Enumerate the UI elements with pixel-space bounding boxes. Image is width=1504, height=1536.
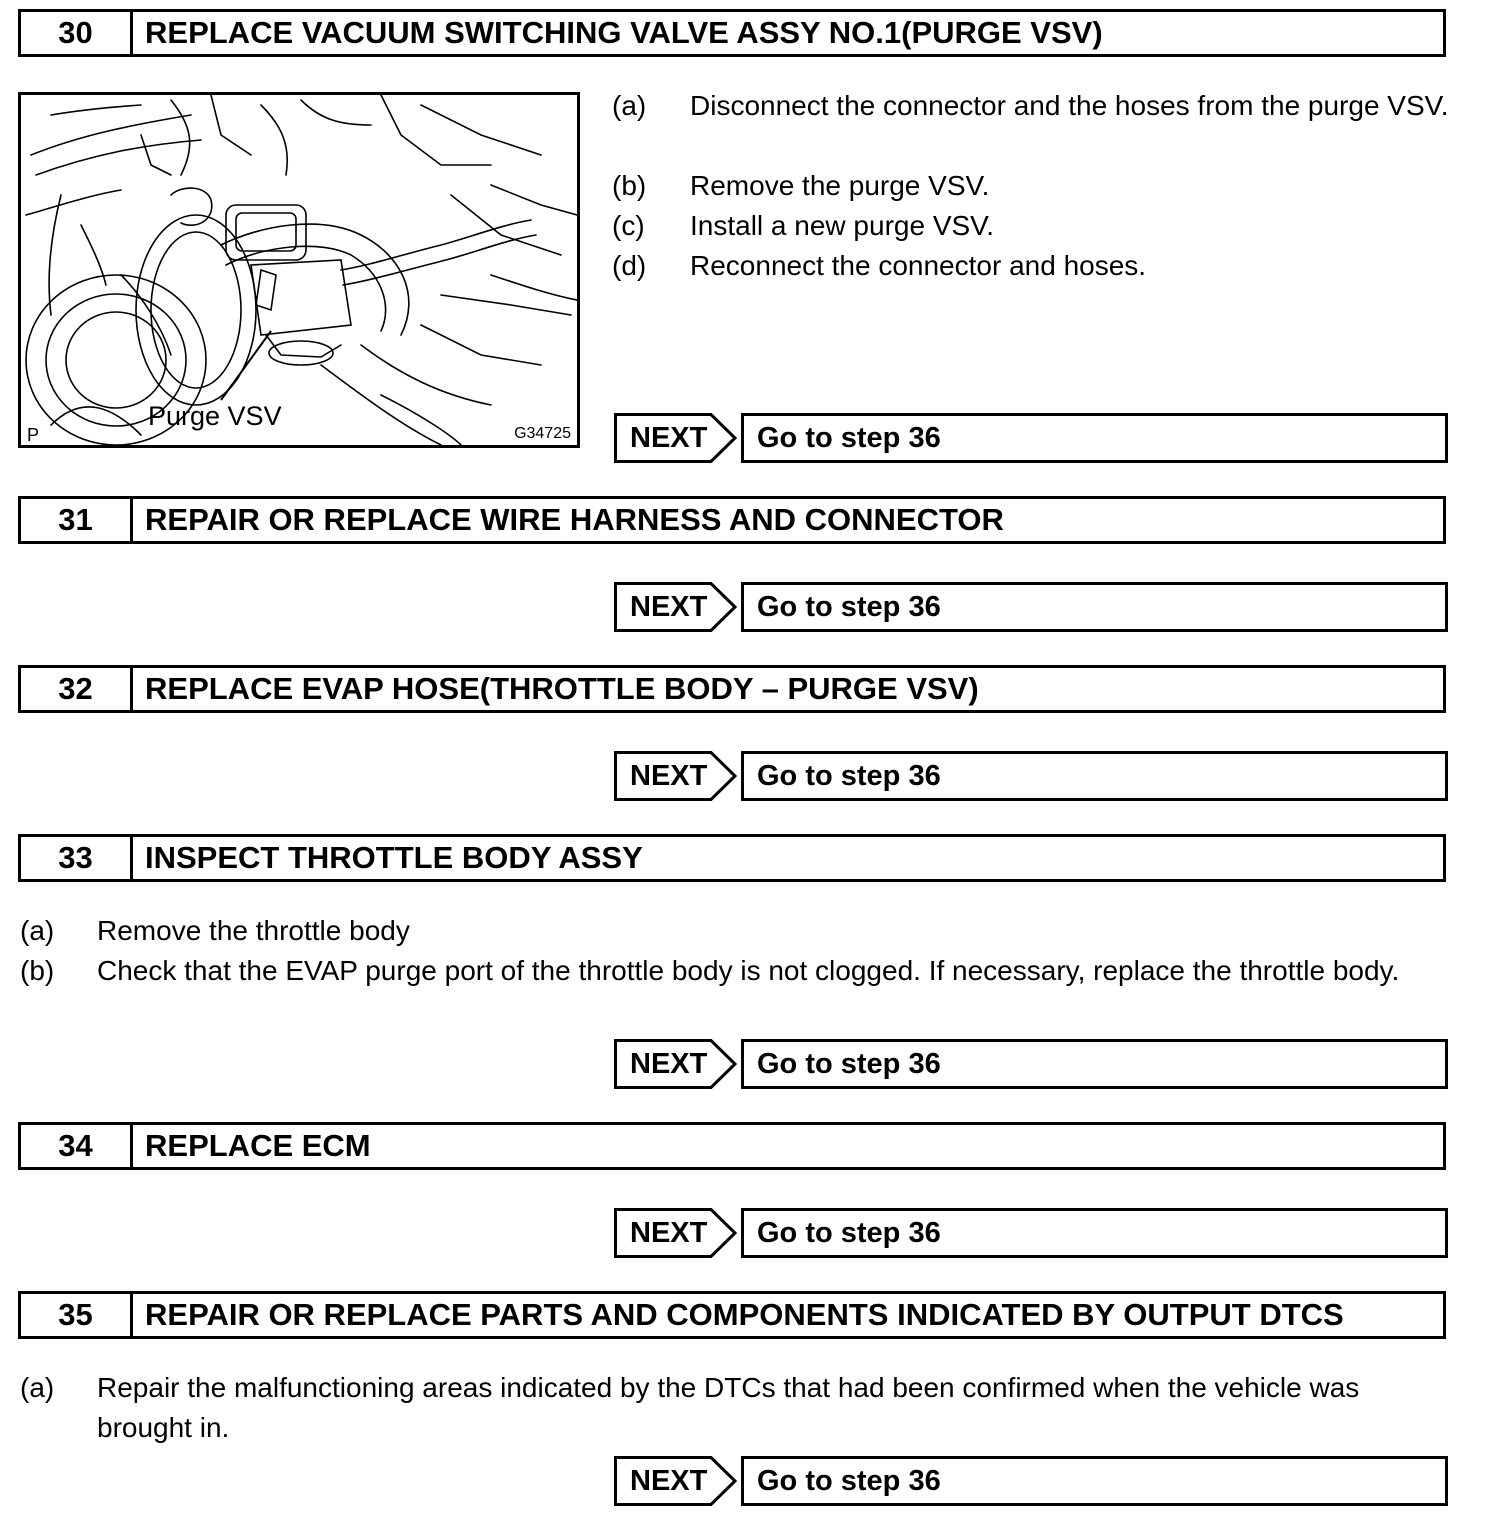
instruction-text: Reconnect the connector and hoses. bbox=[690, 250, 1147, 281]
step-number: 32 bbox=[21, 668, 133, 710]
next-label: NEXT bbox=[630, 1048, 708, 1080]
step-number: 30 bbox=[21, 12, 133, 54]
step-35-instruction-a bbox=[20, 1368, 1454, 1448]
step-30-instruction-a bbox=[612, 86, 1454, 126]
instruction-text: Check that the EVAP purge port of the throttle body is not clogged. If necessary, replace the throttle body. bbox=[97, 955, 1400, 986]
next-label: NEXT bbox=[630, 1465, 708, 1497]
figure-corner-mark: P bbox=[27, 425, 40, 445]
step-33-instruction-a bbox=[20, 911, 1454, 951]
step-title: REPAIR OR REPLACE WIRE HARNESS AND CONNECTOR bbox=[145, 502, 1004, 537]
go-to-step-link[interactable]: Go to step 36 bbox=[741, 582, 1448, 632]
go-to-step-link[interactable]: Go to step 36 bbox=[741, 751, 1448, 801]
engine-bay-drawing bbox=[21, 95, 577, 445]
next-block-step-34[interactable] bbox=[614, 1208, 1448, 1258]
go-to-step-link[interactable]: Go to step 36 bbox=[741, 1208, 1448, 1258]
next-block-step-32[interactable] bbox=[614, 751, 1448, 801]
go-to-step-link[interactable]: Go to step 36 bbox=[741, 413, 1448, 463]
step-30-instruction-b bbox=[612, 166, 1454, 206]
step-title: INSPECT THROTTLE BODY ASSY bbox=[145, 840, 643, 875]
purge-vsv-illustration bbox=[18, 92, 580, 448]
instruction-text: Remove the purge VSV. bbox=[690, 170, 990, 201]
next-label: NEXT bbox=[630, 760, 708, 792]
figure-code: G34725 bbox=[514, 425, 571, 442]
step-33-instruction-b bbox=[20, 951, 1454, 991]
go-to-step-link[interactable]: Go to step 36 bbox=[741, 1456, 1448, 1506]
next-label: NEXT bbox=[630, 1217, 708, 1249]
step-title: REPLACE VACUUM SWITCHING VALVE ASSY NO.1(PURGE VSV) bbox=[145, 15, 1103, 50]
next-label: NEXT bbox=[630, 591, 708, 623]
instruction-label: (d) bbox=[612, 250, 647, 281]
next-block-step-33[interactable] bbox=[614, 1039, 1448, 1089]
step-33-header bbox=[18, 834, 1446, 882]
step-title: REPLACE EVAP HOSE(THROTTLE BODY – PURGE VSV) bbox=[145, 671, 979, 706]
step-number: 33 bbox=[21, 837, 133, 879]
instruction-label: (a) bbox=[20, 1372, 55, 1403]
instruction-label: (c) bbox=[612, 210, 645, 241]
step-32-header bbox=[18, 665, 1446, 713]
step-35-header bbox=[18, 1291, 1446, 1339]
step-30-header bbox=[18, 9, 1446, 57]
step-title: REPLACE ECM bbox=[145, 1128, 371, 1163]
instruction-label: (a) bbox=[20, 915, 55, 946]
instruction-label: (b) bbox=[20, 955, 55, 986]
instruction-text: Install a new purge VSV. bbox=[690, 210, 995, 241]
next-block-step-35[interactable] bbox=[614, 1456, 1448, 1506]
step-30-instruction-d bbox=[612, 246, 1454, 286]
step-34-header bbox=[18, 1122, 1446, 1170]
instruction-label: (b) bbox=[612, 170, 647, 201]
next-label: NEXT bbox=[630, 422, 708, 454]
step-number: 31 bbox=[21, 499, 133, 541]
step-number: 34 bbox=[21, 1125, 133, 1167]
instruction-label: (a) bbox=[612, 90, 647, 121]
instruction-text: Repair the malfunctioning areas indicated by the DTCs that had been confirmed when the vehicle was brought in. bbox=[97, 1372, 1360, 1443]
go-to-step-link[interactable]: Go to step 36 bbox=[741, 1039, 1448, 1089]
step-30-instruction-c bbox=[612, 206, 1454, 246]
instruction-text: Remove the throttle body bbox=[97, 915, 410, 946]
step-number: 35 bbox=[21, 1294, 133, 1336]
next-block-step-31[interactable] bbox=[614, 582, 1448, 632]
next-block-step-30[interactable] bbox=[614, 413, 1448, 463]
instruction-text: Disconnect the connector and the hoses from the purge VSV. bbox=[690, 90, 1449, 121]
step-title: REPAIR OR REPLACE PARTS AND COMPONENTS INDICATED BY OUTPUT DTCS bbox=[145, 1297, 1344, 1332]
step-31-header bbox=[18, 496, 1446, 544]
figure-caption: Purge VSV bbox=[148, 401, 282, 431]
